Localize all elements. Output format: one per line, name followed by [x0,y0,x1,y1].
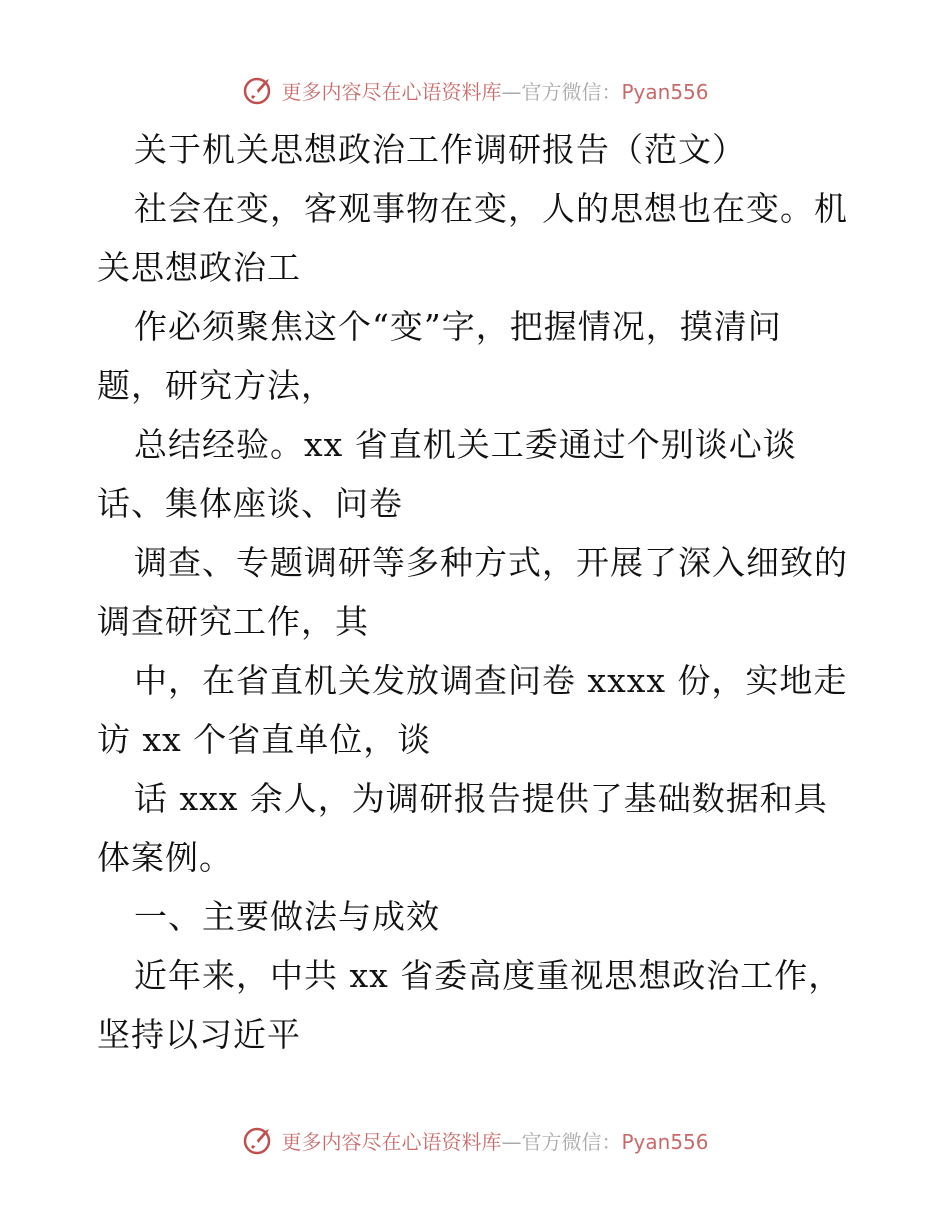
watermark-text [281,76,708,105]
footer-watermark [0,1120,950,1160]
text-line: 题，研究方法， [97,366,335,405]
text-line: 关思想政治工 [97,248,301,287]
text-line: 社会在变，客观事物在变，人的思想也在变。机 [134,189,848,228]
document-title: 关于机关思想政治工作调研报告（范文） [134,130,746,169]
pen-logo-icon [241,1123,275,1157]
watermark-dash: —官方微信： [501,79,622,104]
watermark-main: 更多内容尽在心语资料库 [281,1129,502,1154]
pen-logo-icon [241,73,275,107]
text-line: 坚持以习近平 [97,1015,301,1054]
text-line: 中，在省直机关发放调查问卷 xxxx 份，实地走 [134,661,848,700]
header-watermark [0,70,950,110]
text-line: 一、主要做法与成效 [134,897,440,936]
text-line: 总结经验。xx 省直机关工委通过个别谈心谈 [134,425,797,464]
text-line: 作必须聚焦这个“变”字，把握情况，摸清问 [134,307,782,346]
text-line: 话 xxx 余人，为调研报告提供了基础数据和具 [134,779,828,818]
watermark-text [281,1126,708,1155]
text-line: 访 xx 个省直单位，谈 [97,720,432,759]
watermark-dash: —官方微信： [501,1129,622,1154]
watermark-main: 更多内容尽在心语资料库 [281,79,502,104]
watermark-id: Pyan556 [621,79,709,104]
watermark-id: Pyan556 [621,1129,709,1154]
text-line: 调查、专题调研等多种方式，开展了深入细致的 [134,543,848,582]
text-line: 话、集体座谈、问卷 [97,484,403,523]
document-body [97,120,857,1064]
text-line: 近年来，中共 xx 省委高度重视思想政治工作， [134,956,843,995]
text-line: 体案例。 [97,838,233,877]
text-line: 调查研究工作，其 [97,602,369,641]
